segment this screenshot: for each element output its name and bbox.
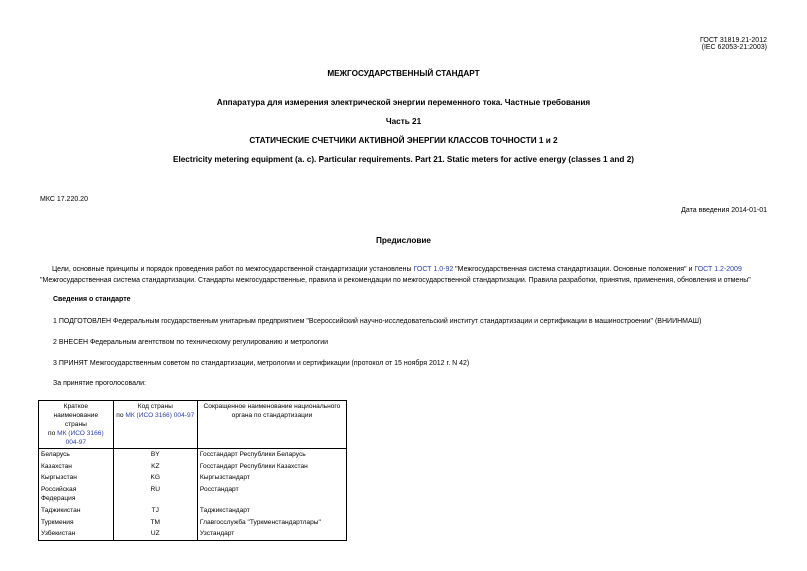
table-row <box>39 472 347 484</box>
mk-iso-link-1[interactable]: МК (ИСО 3166) <box>57 430 104 437</box>
country-code: BY <box>113 449 197 461</box>
effective-date: Дата введения 2014-01-01 <box>681 207 767 214</box>
preface-heading: Предисловие <box>376 236 431 245</box>
country-name: Беларусь <box>39 449 114 461</box>
country-code: KZ <box>113 461 197 473</box>
header-country-code: Код страны по МК (ИСО 3166) 004-97 <box>113 401 197 449</box>
country-name: Российская Федерация <box>39 484 114 505</box>
table-row <box>39 461 347 473</box>
authority-name: Госстандарт Республики Беларусь <box>197 449 346 461</box>
authority-name: Узстандарт <box>197 528 346 540</box>
authority-name: Таджикстандарт <box>197 505 346 517</box>
country-code: TJ <box>113 505 197 517</box>
table-row <box>39 528 347 540</box>
country-code: TM <box>113 517 197 529</box>
countries-table <box>38 400 347 541</box>
gost-1-0-link[interactable]: ГОСТ 1.0-92 <box>413 266 454 273</box>
part-number: Часть 21 <box>385 117 422 126</box>
country-code: RU <box>113 484 197 505</box>
authority-name: Кыргызстандарт <box>197 472 346 484</box>
header-authority: Сокращенное наименование национального органа по стандартизации <box>197 401 346 449</box>
mk-iso-link-2[interactable]: МК (ИСО 3166) 004-97 <box>125 412 195 419</box>
voted-label: За принятие проголосовали: <box>53 380 146 387</box>
table-header-row <box>39 401 347 449</box>
mks-code: МКС 17.220.20 <box>40 196 88 203</box>
table-row <box>39 449 347 461</box>
gost-1-2-link[interactable]: ГОСТ 1.2-2009 <box>694 266 742 273</box>
preface-text-2: "Межгосударственная система стандартизации. Основные положения" и <box>453 266 695 273</box>
table-row <box>39 505 347 517</box>
info-item-1: 1 ПОДГОТОВЛЕН Федеральным государственным унитарным предприятием "Всероссийский научно-исследовательский институт стандартизации и сертификации в машиностроении" (ВНИИНМАШ) <box>53 318 702 325</box>
preface-paragraph <box>40 264 770 286</box>
country-name: Таджикистан <box>39 505 114 517</box>
english-title: Electricity metering equipment (a. c). Particular requirements. Part 21. Static meters for active energy (classes 1 and 2) <box>173 155 634 164</box>
info-heading: Сведения о стандарте <box>53 296 131 303</box>
info-item-3: 3 ПРИНЯТ Межгосударственным советом по стандартизации, метрологии и сертификации (протокол от 15 ноября 2012 г. N 42) <box>53 360 470 367</box>
header-country-name: Краткое наименование страны по МК (ИСО 3166) 004-97 <box>39 401 114 449</box>
standard-code-block <box>700 37 767 51</box>
country-name: Узбекистан <box>39 528 114 540</box>
document-subtitle: Аппаратура для измерения электрической энергии переменного тока. Частные требования <box>216 98 591 107</box>
preface-text-1: Цели, основные принципы и порядок проведения работ по межгосударственной стандартизации установлены <box>52 266 414 273</box>
country-name: Туркмения <box>39 517 114 529</box>
iec-code: (IEC 62053-21:2003) <box>701 44 767 51</box>
preface-text-3: "Межгосударственная система стандартизации. Стандарты межгосударственные, правила и рекомендации по межгосударственной стандартизации. Правила разработки, принятия, применения, обновления и отмены" <box>40 277 751 284</box>
table-row <box>39 484 347 505</box>
country-code: KG <box>113 472 197 484</box>
country-name: Кыргызстан <box>39 472 114 484</box>
authority-name: Госстандарт Республики Казахстан <box>197 461 346 473</box>
table-row <box>39 517 347 529</box>
country-code: UZ <box>113 528 197 540</box>
info-item-2: 2 ВНЕСЕН Федеральным агентством по техническому регулированию и метрологии <box>53 339 329 346</box>
authority-name: Главгосслужба "Туркменстандартлары" <box>197 517 346 529</box>
mk-iso-link-1b[interactable]: 004-97 <box>65 439 87 446</box>
standard-code: ГОСТ 31819.21-2012 <box>700 37 767 44</box>
document-title: СТАТИЧЕСКИЕ СЧЕТЧИКИ АКТИВНОЙ ЭНЕРГИИ КЛАССОВ ТОЧНОСТИ 1 и 2 <box>249 136 558 145</box>
country-name: Казахстан <box>39 461 114 473</box>
authority-name: Росстандарт <box>197 484 346 505</box>
standard-type: МЕЖГОСУДАРСТВЕННЫЙ СТАНДАРТ <box>327 69 480 78</box>
